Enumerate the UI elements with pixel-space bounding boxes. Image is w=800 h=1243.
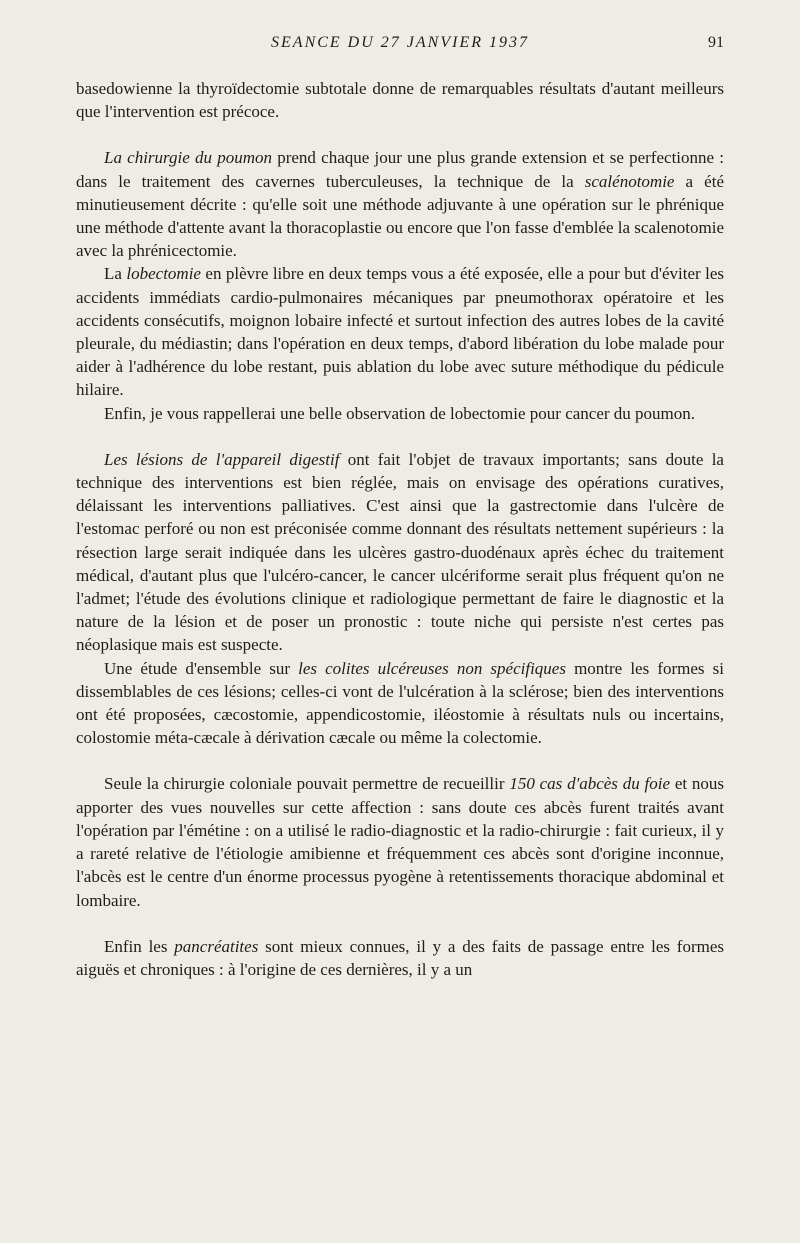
paragraph-3: La lobectomie en plèvre libre en deux temps vous a été exposée, elle a pour but d'éviter les accidents immédiats cardio-pulmonaires mécaniques par pneumothorax opératoire et les accidents consécutifs, moignon lobaire infecté et surtout infection des autres lobes de la cavité pleurale, du médiastin; dans l'opération en deux temps, d'abord libération du lobe malade pour aider à l'adhérence du lobe restant, puis ablation du lobe avec suture méthodique du pédicule hilaire.	[76, 264, 724, 400]
paragraph-4: Enfin, je vous rappellerai une belle observation de lobectomie pour cancer du poumon.	[104, 403, 696, 423]
page-header	[76, 34, 724, 58]
page-number: 91	[708, 34, 724, 51]
paragraph-5: Les lésions de l'appareil digestif ont fait l'objet de travaux importants; sans doute la technique des interventions est bien réglée, mais on envisage des opérations curatives, délaissant les interventions palliatives. C'est ainsi que la gastrectomie dans l'ulcère de l'estomac perforé ou non est préconisée comme donnant des résultats nettement supérieurs : la résection large serait indiquée dans les ulcères gastro-duodénaux après échec du traitement médical, d'autant plus que l'ulcéro-cancer, le cancer ulcériforme serait plus fréquent qu'on ne l'admet; l'étude des évolutions clinique et radiologique permettant de faire le diagnostic et la nature de la lésion et de poser un pronostic : toute niche qui persiste n'est certes pas néoplasique mais est suspecte.	[76, 449, 724, 655]
paragraph-2: La chirurgie du poumon prend chaque jour une plus grande extension et se perfectionne : dans le traitement des cavernes tuberculeuses, la technique de la scalénotomie a été minutieusement décrite : qu'elle soit une méthode adjuvante à une opération sur le phrénique une méthode d'attente avant la thoracoplastie ou encore que l'on fasse d'emblée la scalenotomie avec la phrénicectomie.	[76, 148, 724, 261]
paragraph-8: Enfin les pancréatites sont mieux connues, il y a des faits de passage entre les formes aiguës et chroniques : à l'origine de ces dernières, il y a un	[76, 936, 725, 979]
digestive-heading: Les lésions de l'appareil digestif	[104, 449, 340, 469]
running-title: SEANCE DU 27 JANVIER 1937	[271, 34, 529, 51]
paragraph-6: Une étude d'ensemble sur les colites ulcéreuses non spécifiques montre les formes si dissemblables de ces lésions; celles-ci vont de l'ulcération à la sclérose; bien des interventions ont été proposées, cæcostomie, appendicostomie, iléostomie à résultats nuls ou incertains, colostomie méta-cæcale à dérivation cæcale ou même la colectomie.	[76, 658, 724, 748]
paragraph-7: Seule la chirurgie coloniale pouvait permettre de recueillir 150 cas d'abcès du foie et nous apporter des vues nouvelles sur cette affection : sans doute ces abcès furent traités avant l'opération par l'émétine : on a utilisé le radio-diagnostic et la radio-chirurgie : fait curieux, il y a rareté relative de l'étiologie amibienne et fréquemment ces abcès sont d'origine inconnue, l'abcès est le centre d'un énorme processus pyogène à retentissements thoracique abdominal et lombaire.	[76, 774, 724, 910]
body-text	[76, 77, 724, 981]
paragraph-1: basedowienne la thyroïdectomie subtotale donne de remarquables résultats d'autant meilleurs que l'intervention est précoce.	[76, 79, 724, 122]
lung-surgery-heading: La chirurgie du poumon	[104, 148, 273, 168]
